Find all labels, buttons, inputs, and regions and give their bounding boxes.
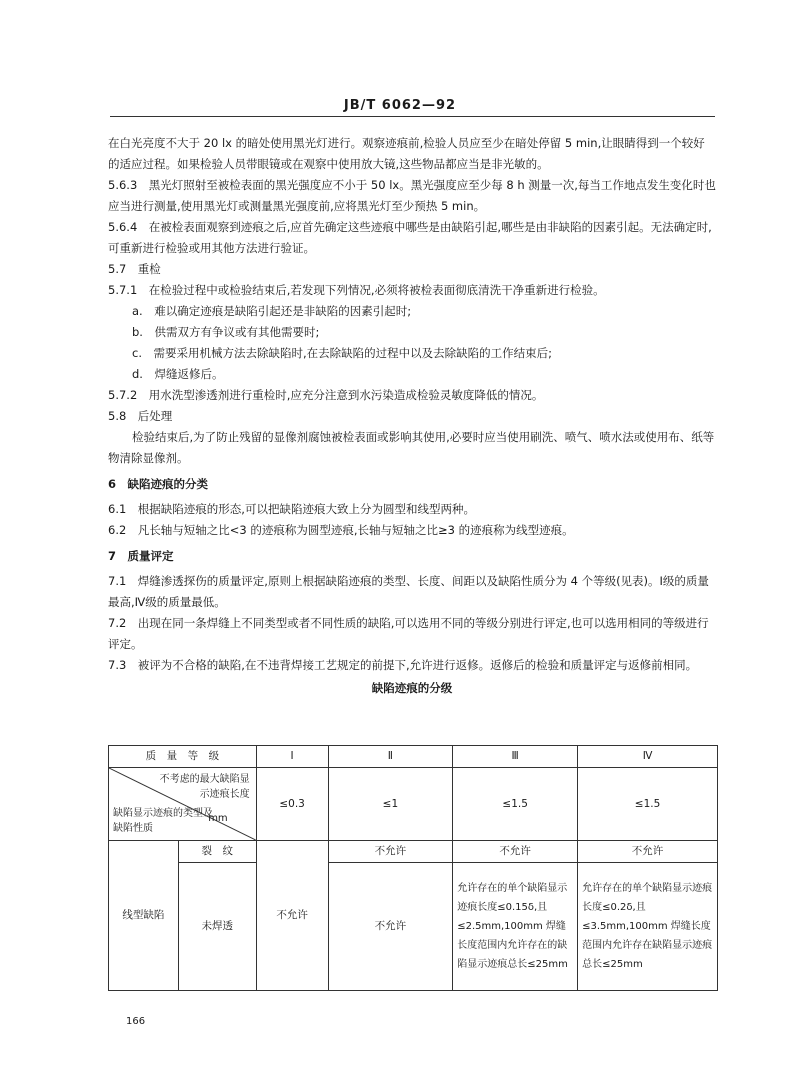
clause-5-8: 5.8 后处理 (108, 409, 173, 423)
clause-5-6-3: 5.6.3 黑光灯照射至被检表面的黑光强度应不小于 50 lx。黑光强度应至少每 8 h 测量一次,每当工作地点发生变化时也应当进行测量,使用黑光灯或测量黑光强度前,应将黑光灯至少预热 5 min。 (108, 178, 716, 213)
grade-header: Ⅳ (578, 746, 718, 768)
clause-7-3: 7.3 被评为不合格的缺陷,在不违背焊接工艺规定的前提下,允许进行返修。返修后的检验和质量评定与返修前相同。 (108, 658, 698, 672)
paragraph: 检验结束后,为了防止残留的显像剂腐蚀被检表面或影响其使用,必要时应当使用刷洗、喷气、喷水法或使用布、纸等物清除显像剂。 (108, 430, 715, 465)
min-length-cell: ≤1 (328, 768, 453, 841)
clause-7-1: 7.1 焊缝渗透探伤的质量评定,原则上根据缺陷迹痕的类型、长度、间距以及缺陷性质分为 4 个等级(见表)。Ⅰ级的质量最高,Ⅳ级的质量最低。 (108, 574, 709, 609)
diag-bottom-label: 缺陷显示迹痕的类型及缺陷性质 (113, 808, 213, 834)
section-6-heading: 6 缺陷迹痕的分类 (108, 477, 209, 491)
min-length-cell: ≤1.5 (453, 768, 578, 841)
lack-cell: 不允许 (328, 863, 453, 991)
linear-defect-label: 线型缺陷 (109, 841, 179, 991)
grading-table (108, 745, 718, 991)
clause-6-2: 6.2 凡长轴与短轴之比<3 的迹痕称为圆型迹痕,长轴与短轴之比≥3 的迹痕称为线型迹痕。 (108, 523, 574, 537)
table-row (109, 863, 718, 991)
grade-header: Ⅱ (328, 746, 453, 768)
grade1-linear-cell: 不允许 (256, 841, 328, 991)
list-item-b: b. 供需双方有争议或有其他需要时; (132, 325, 320, 339)
diag-unit-label: mm (208, 813, 228, 824)
paragraph: 在白光亮度不大于 20 lx 的暗处使用黑光灯进行。观察迹痕前,检验人员应至少在暗处停留 5 min,让眼睛得到一个较好的适应过程。如果检验人员带眼镜或在观察中使用放大镜,这些物品都应当是非光敏的。 (108, 136, 705, 171)
grade-label-cell: 质 量 等 级 (109, 746, 257, 768)
table-row (109, 768, 718, 841)
section-7-heading: 7 质量评定 (108, 549, 174, 563)
crack-cell: 不允许 (578, 841, 718, 863)
list-item-a: a. 难以确定迹痕是缺陷引起还是非缺陷的因素引起时; (132, 304, 412, 318)
min-length-cell: ≤0.3 (256, 768, 328, 841)
diagonal-header-cell (109, 768, 257, 841)
min-length-cell: ≤1.5 (578, 768, 718, 841)
header-rule (110, 116, 715, 117)
diag-top-label: 不考虑的最大缺陷显示迹痕长度 (159, 774, 250, 800)
table-title: 缺陷迹痕的分级 (371, 681, 453, 695)
table-row (109, 841, 718, 863)
clause-5-7-2: 5.7.2 用水洗型渗透剂进行重检时,应充分注意到水污染造成检验灵敏度降低的情况。 (108, 388, 544, 402)
page-number: 166 (126, 1016, 146, 1027)
clause-7-2: 7.2 出现在同一条焊缝上不同类型或者不同性质的缺陷,可以选用不同的等级分别进行评定,也可以选用相同的等级进行评定。 (108, 616, 709, 651)
grade-header: Ⅰ (256, 746, 328, 768)
doc-code-header: JB/T 6062—92 (343, 98, 457, 113)
list-item-d: d. 焊缝返修后。 (132, 367, 224, 381)
clause-5-7-1: 5.7.1 在检验过程中或检验结束后,若发现下列情况,必须将被检表面彻底清洗干净重新进行检验。 (108, 283, 605, 297)
lack-of-penetration-label: 未焊透 (178, 863, 256, 991)
list-item-c: c. 需要采用机械方法去除缺陷时,在去除缺陷的过程中以及去除缺陷的工作结束后; (132, 346, 553, 360)
crack-cell: 不允许 (328, 841, 453, 863)
clause-5-7: 5.7 重检 (108, 262, 161, 276)
lack-cell: 允许存在的单个缺陷显示迹痕长度≤0.2δ,且≤3.5mm,100mm 焊缝长度范围内允许存在缺陷显示迹痕总长≤25mm (578, 863, 718, 991)
clause-6-1: 6.1 根据缺陷迹痕的形态,可以把缺陷迹痕大致上分为圆型和线型两种。 (108, 502, 475, 516)
crack-cell: 不允许 (453, 841, 578, 863)
lack-cell: 允许存在的单个缺陷显示迹痕长度≤0.15δ,且≤2.5mm,100mm 焊缝长度范围内允许存在的缺陷显示迹痕总长≤25mm (453, 863, 578, 991)
crack-label: 裂 纹 (178, 841, 256, 863)
clause-5-6-4: 5.6.4 在被检表面观察到迹痕之后,应首先确定这些迹痕中哪些是由缺陷引起,哪些是由非缺陷的因素引起。无法确定时,可重新进行检验或用其他方法进行验证。 (108, 220, 712, 255)
table-row (109, 746, 718, 768)
document-body (108, 133, 716, 699)
grade-header: Ⅲ (453, 746, 578, 768)
